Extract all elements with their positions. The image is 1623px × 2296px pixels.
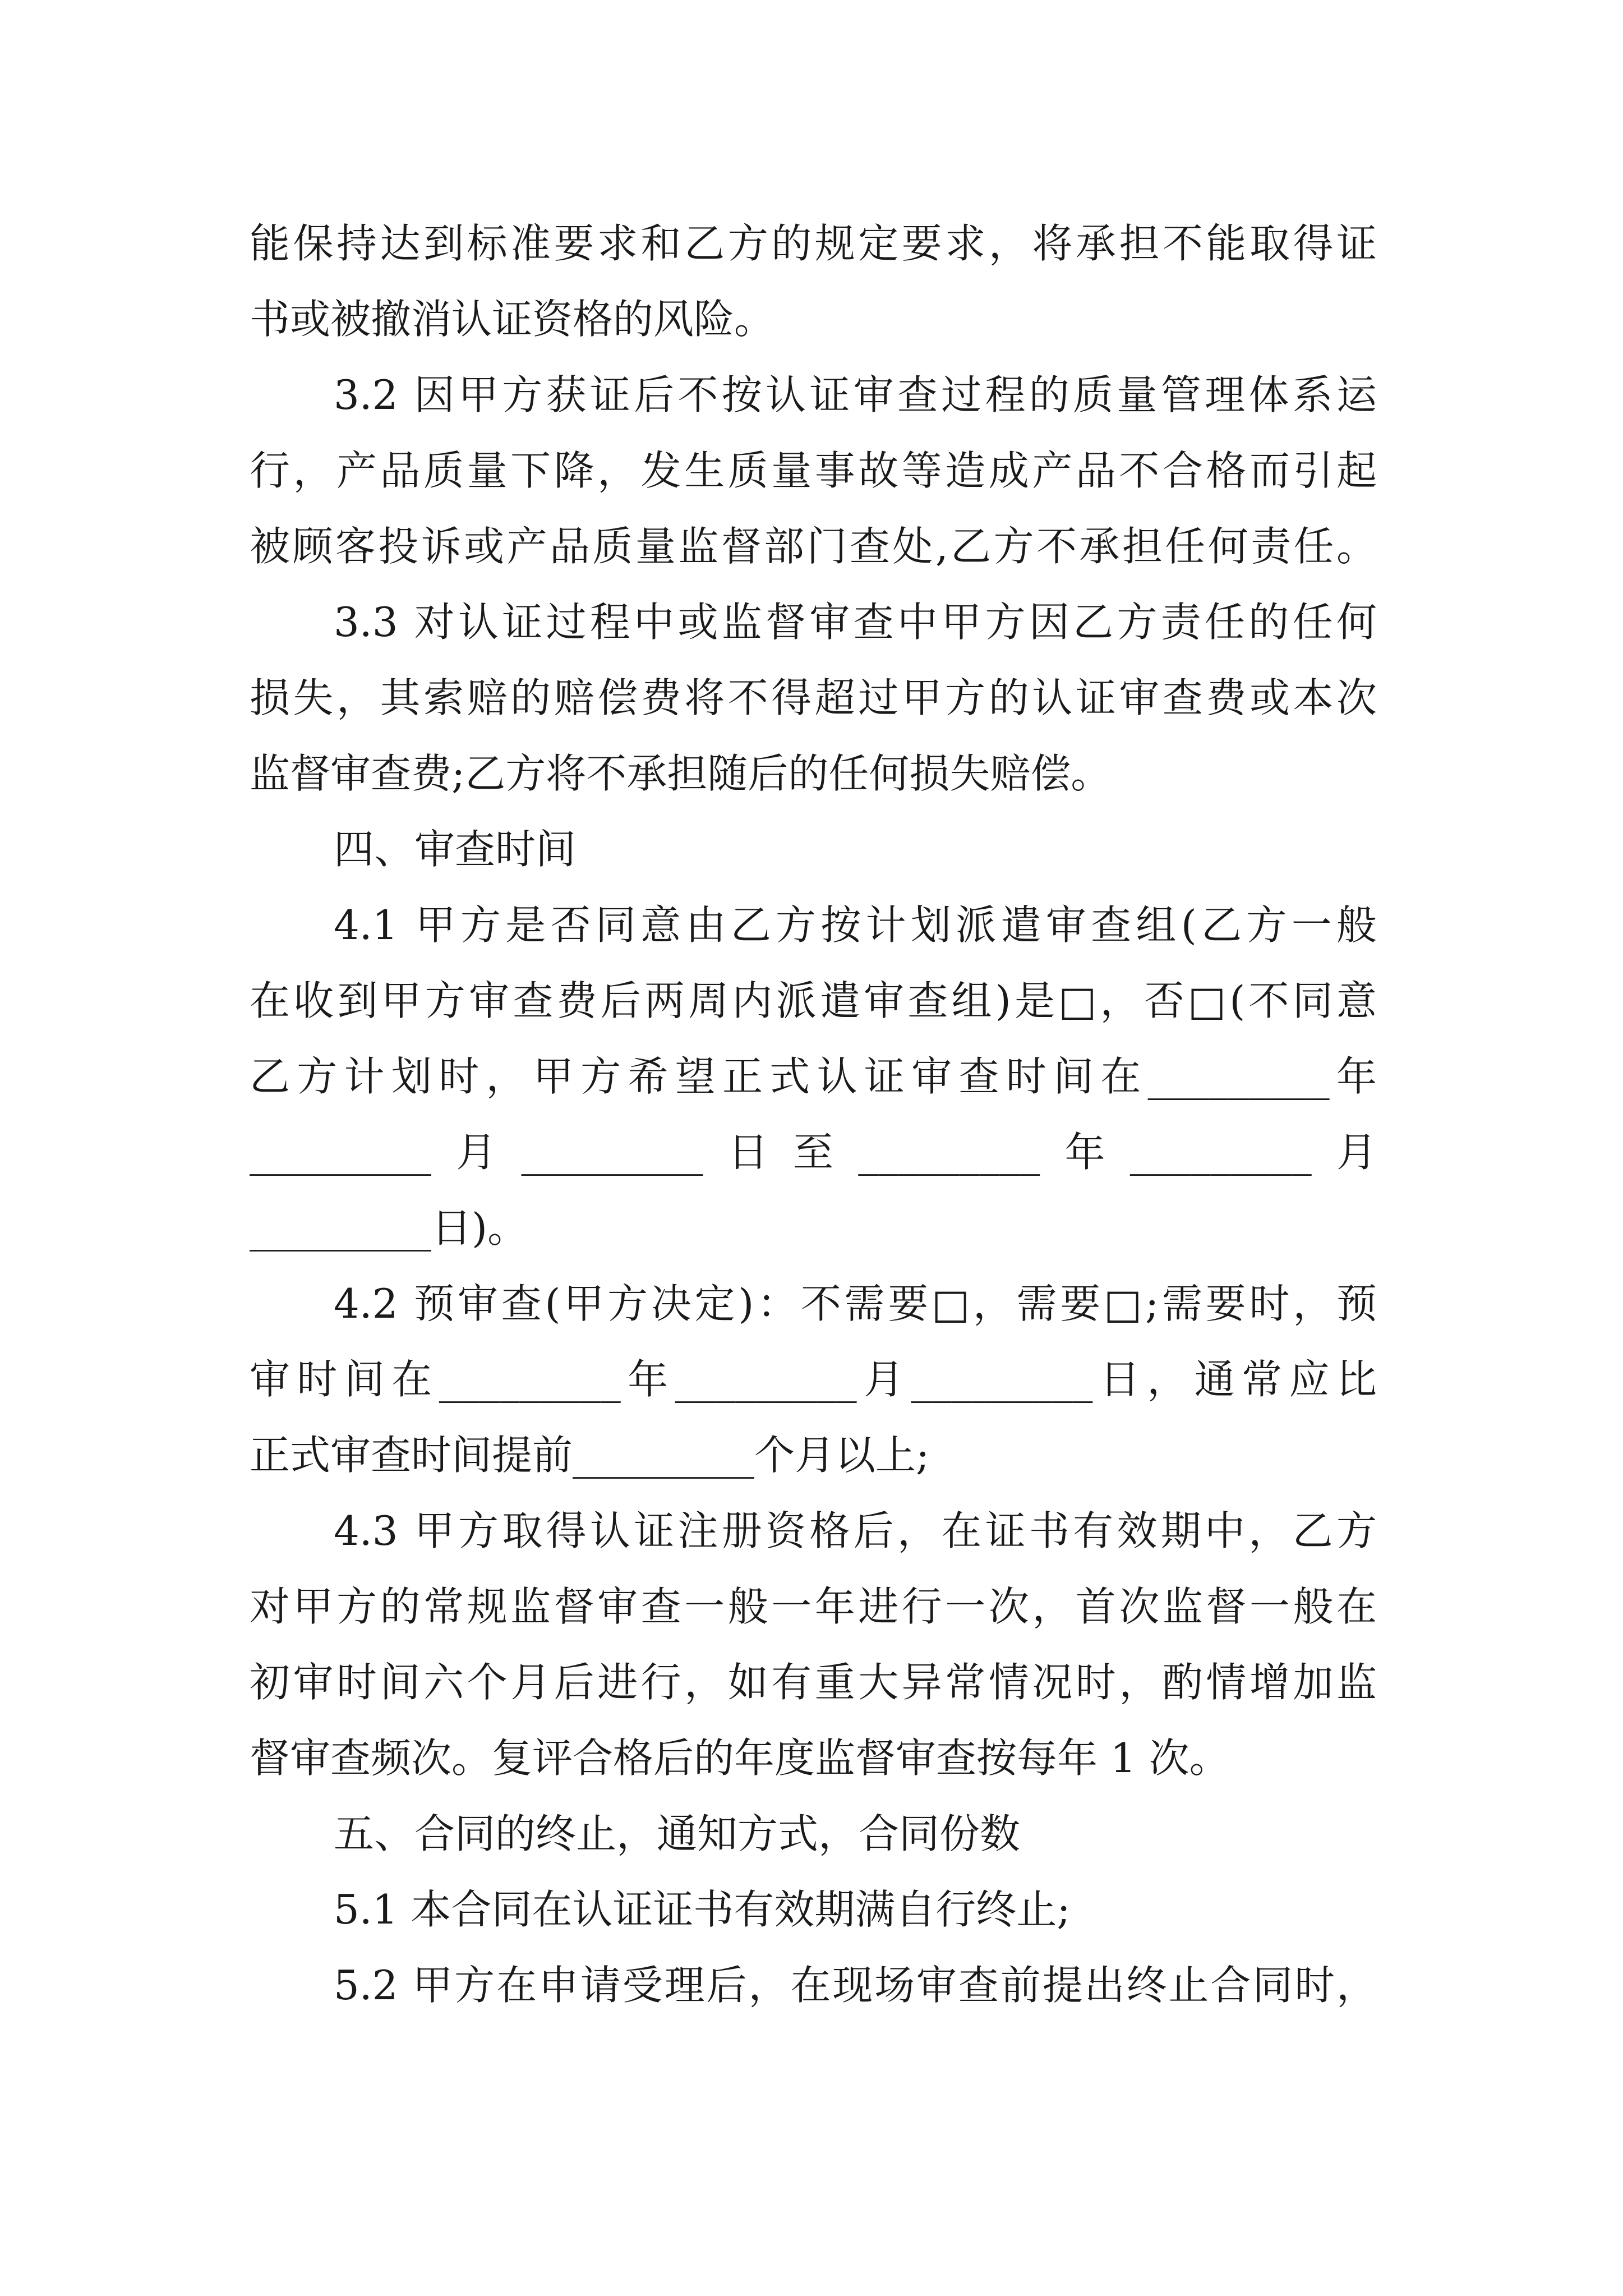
- paragraph-line: 3.2 因甲方获证后不按认证审查过程的质量管理体系运: [334, 371, 1377, 418]
- section-heading: 四、审查时间: [334, 826, 577, 873]
- paragraph-line: 5.1 本合同在认证证书有效期满自行终止;: [334, 1886, 1071, 1933]
- paragraph-line: _________日)。: [250, 1204, 528, 1251]
- paragraph-line: 4.1 甲方是否同意由乙方按计划派遣审查组(乙方一般: [334, 901, 1377, 949]
- paragraph-line: 能保持达到标准要求和乙方的规定要求，将承担不能取得证: [250, 220, 1377, 267]
- paragraph-line: 正式审查时间提前_________个月以上;: [250, 1432, 930, 1479]
- paragraph-line: 初审时间六个月后进行，如有重大异常情况时，酌情增加监: [250, 1659, 1377, 1706]
- paragraph-line: 4.3 甲方取得认证注册资格后，在证书有效期中，乙方: [334, 1507, 1377, 1554]
- section-heading: 五、合同的终止，通知方式，合同份数: [334, 1810, 1021, 1857]
- paragraph-line: _________月_________日至_________年_________月: [250, 1129, 1377, 1176]
- paragraph-line: 在收到甲方审查费后两周内派遣审查组)是□，否□(不同意: [250, 977, 1377, 1024]
- paragraph-line: 监督审查费;乙方将不承担随后的任何损失赔偿。: [250, 750, 1112, 797]
- paragraph-line: 书或被撤消认证资格的风险。: [250, 296, 775, 343]
- paragraph-line: 行，产品质量下降，发生质量事故等造成产品不合格而引起: [250, 447, 1377, 494]
- paragraph-line: 对甲方的常规监督审查一般一年进行一次，首次监督一般在: [250, 1583, 1377, 1630]
- paragraph-line: 3.3 对认证过程中或监督审查中甲方因乙方责任的任何: [334, 599, 1377, 646]
- paragraph-line: 审时间在_________年_________月_________日，通常应比: [250, 1356, 1377, 1403]
- paragraph-line: 5.2 甲方在申请受理后，在现场审查前提出终止合同时，: [334, 1962, 1377, 2009]
- paragraph-line: 4.2 预审查(甲方决定)：不需要□，需要□;需要时，预: [334, 1280, 1377, 1327]
- paragraph-line: 乙方计划时，甲方希望正式认证审查时间在_________年: [250, 1053, 1377, 1100]
- paragraph-line: 被顾客投诉或产品质量监督部门查处,乙方不承担任何责任。: [250, 523, 1377, 570]
- paragraph-line: 损失，其索赔的赔偿费将不得超过甲方的认证审查费或本次: [250, 674, 1377, 721]
- paragraph-line: 督审查频次。复评合格后的年度监督审查按每年 1 次。: [250, 1734, 1230, 1782]
